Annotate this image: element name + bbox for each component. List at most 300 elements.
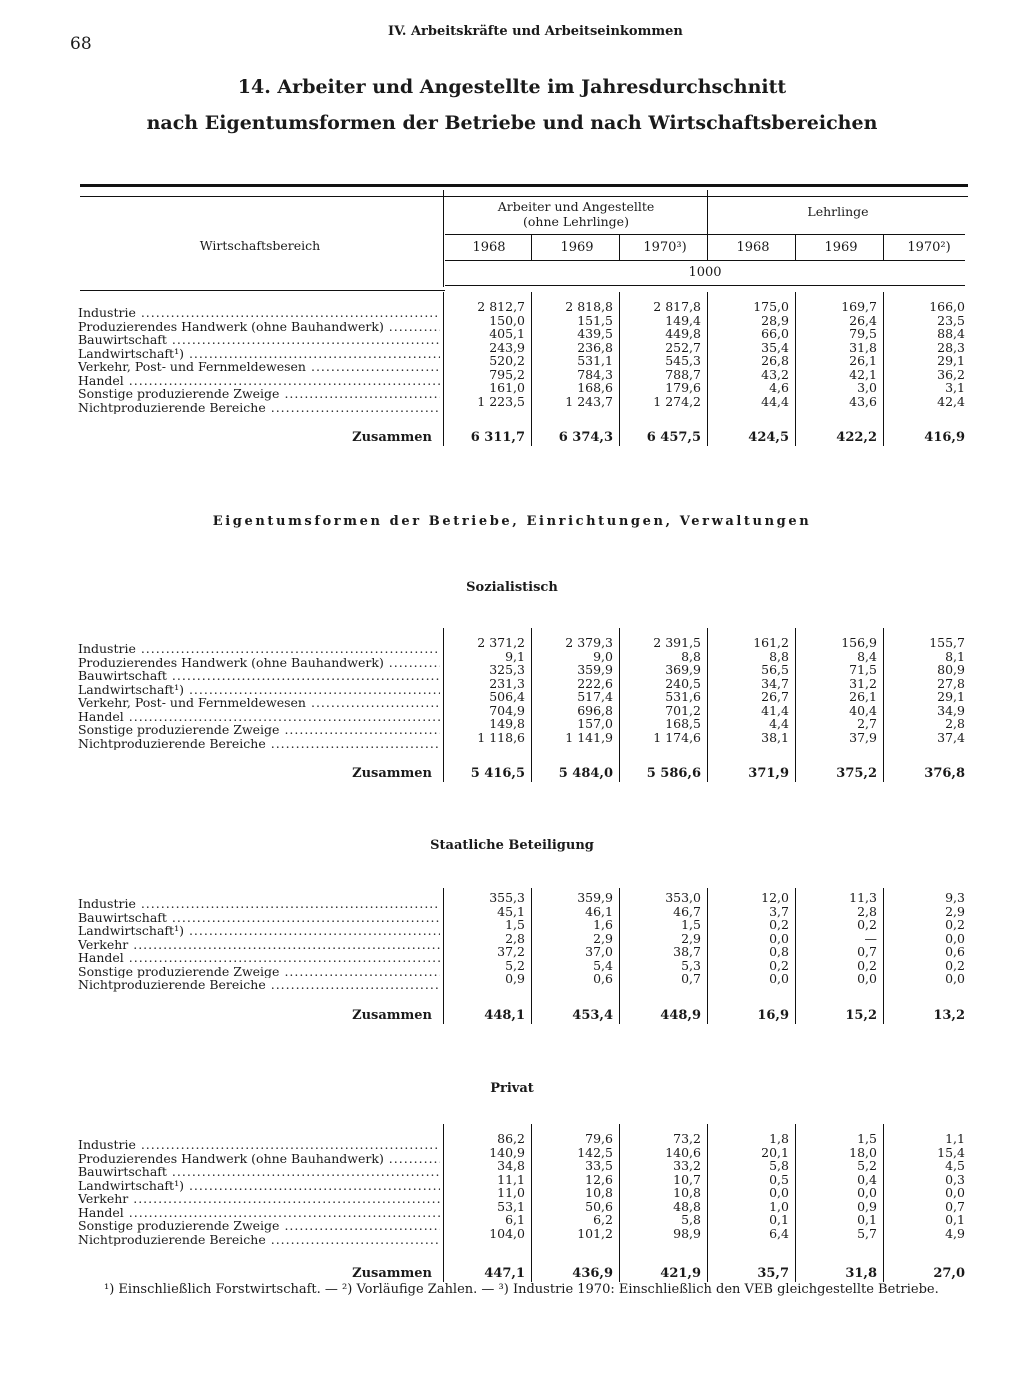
cell-value: 26,8 [761, 353, 789, 368]
column-rule [531, 292, 532, 446]
row-label: Landwirtschaft¹) ..... [78, 683, 440, 697]
row-label: Bauwirtschaft ..... [78, 1165, 440, 1179]
year-header: 1970²) [907, 240, 951, 255]
cell-value: 545,3 [665, 353, 701, 368]
cell-value: 0,0 [945, 971, 965, 986]
cell-value: 784,3 [577, 366, 613, 382]
cell-value: 231,3 [489, 675, 525, 691]
column-rule [707, 628, 708, 782]
year-header: 1970³) [643, 240, 687, 255]
column-rule [883, 628, 884, 782]
cell-value: 37,4 [937, 729, 965, 745]
cell-value: 0,0 [769, 971, 789, 986]
total-label: Zusammen [352, 1008, 432, 1023]
value-column [437, 891, 525, 986]
cell-value: 0,2 [945, 917, 965, 932]
column-rule [619, 628, 620, 782]
cell-value: 28,3 [937, 339, 965, 355]
cell-value: 449,8 [665, 326, 701, 341]
row-label: Landwirtschaft¹) ..... [78, 1179, 440, 1193]
value-column [877, 636, 965, 744]
header-rule-bottom [445, 285, 965, 286]
cell-value: 35,4 [761, 339, 789, 355]
value-column [789, 1132, 877, 1240]
cell-value: 31,2 [849, 675, 877, 691]
cell-value: 151,5 [577, 312, 613, 328]
cell-value: 795,2 [489, 366, 525, 382]
cell-value: 27,8 [937, 675, 965, 691]
cell-value: 0,3 [945, 1171, 965, 1187]
cell-value: 0,1 [769, 1212, 789, 1227]
cell-value: 34,8 [497, 1158, 525, 1173]
value-column [613, 891, 701, 986]
cell-value: 506,4 [489, 689, 525, 704]
year-header: 1969 [560, 240, 594, 255]
column-rule [443, 888, 444, 1024]
cell-value: 168,6 [577, 380, 613, 395]
cell-value: 252,7 [665, 339, 701, 355]
cell-value: 45,1 [497, 903, 525, 919]
cell-value: 53,1 [497, 1198, 525, 1214]
cell-value: 1,8 [769, 1131, 789, 1146]
cell-value: 37,2 [497, 944, 525, 959]
cell-value: 38,7 [673, 944, 701, 959]
cell-value: 1,6 [593, 917, 613, 932]
cell-value: 1 223,5 [477, 393, 525, 409]
cell-value: 6,1 [505, 1212, 525, 1227]
cell-value: 43,2 [761, 366, 789, 382]
page-number: 68 [70, 34, 92, 54]
row-labels [78, 897, 440, 992]
total-value: 13,2 [933, 1008, 965, 1023]
row-label: Nichtproduzierende Bereiche ..... [78, 1233, 440, 1247]
cell-value: 11,1 [497, 1171, 525, 1187]
year-header: 1969 [824, 240, 858, 255]
cell-value: 0,7 [945, 1198, 965, 1214]
section-title-staatliche-beteiligung: Staatliche Beteiligung [430, 838, 594, 853]
group-header-workers [445, 199, 707, 229]
section-title-sozialistisch: Sozialistisch [466, 580, 558, 595]
cell-value: 38,1 [761, 729, 789, 745]
cell-value: 15,4 [937, 1144, 965, 1160]
value-column [877, 891, 965, 986]
cell-value: 0,1 [857, 1212, 877, 1227]
value-column [701, 891, 789, 986]
cell-value: 86,2 [497, 1131, 525, 1146]
cell-value: 9,1 [505, 648, 525, 664]
cell-value: 29,1 [937, 689, 965, 704]
cell-value: 0,9 [505, 971, 525, 986]
total-value: 422,2 [836, 430, 877, 445]
column-rule [707, 1124, 708, 1282]
row-label: Produzierendes Handwerk (ohne Bauhandwerk) ..... [78, 320, 440, 334]
cell-value: 0,0 [769, 930, 789, 946]
cell-value: 12,0 [761, 890, 789, 905]
row-label: Sonstige produzierende Zweige ..... [78, 1219, 440, 1233]
cell-value: 5,3 [681, 957, 701, 973]
row-label: Produzierendes Handwerk (ohne Bauhandwerk) ..... [78, 656, 440, 670]
cell-value: 11,0 [497, 1185, 525, 1200]
value-column [525, 300, 613, 408]
cell-value: 50,6 [585, 1198, 613, 1214]
row-label: Bauwirtschaft ..... [78, 911, 440, 925]
column-rule [883, 888, 884, 1024]
value-column [437, 300, 525, 408]
total-value: 375,2 [836, 766, 877, 781]
unit-label: 1000 [688, 265, 722, 280]
column-rule [443, 1124, 444, 1282]
cell-value: 142,5 [577, 1144, 613, 1160]
cell-value: 325,3 [489, 662, 525, 677]
cell-value: 2,8 [857, 903, 877, 919]
cell-value: 46,7 [673, 903, 701, 919]
cell-value: 29,1 [937, 353, 965, 368]
value-column [525, 891, 613, 986]
header-rule-unit [445, 260, 965, 261]
cell-value: 10,7 [673, 1171, 701, 1187]
cell-value: 236,8 [577, 339, 613, 355]
cell-value: 88,4 [937, 326, 965, 341]
cell-value: 175,0 [753, 299, 789, 314]
row-label: Industrie ..... [78, 306, 440, 320]
cell-value: 2 391,5 [653, 635, 701, 650]
cell-value: 0,4 [857, 1171, 877, 1187]
cell-value: 140,9 [489, 1144, 525, 1160]
cell-value: 3,1 [945, 380, 965, 395]
total-value: 453,4 [572, 1008, 613, 1023]
column-rule [619, 292, 620, 446]
cell-value: 517,4 [577, 689, 613, 704]
value-column [613, 300, 701, 408]
column-rule [795, 1124, 796, 1282]
cell-value: 2 818,8 [565, 299, 613, 314]
value-column [701, 300, 789, 408]
cell-value: 0,2 [857, 957, 877, 973]
cell-value: 3,0 [857, 380, 877, 395]
cell-value: 10,8 [673, 1185, 701, 1200]
total-value: 376,8 [924, 766, 965, 781]
year-header: 1968 [736, 240, 770, 255]
total-value: 27,0 [933, 1266, 965, 1281]
total-value: 371,9 [748, 766, 789, 781]
row-label: Nichtproduzierende Bereiche ..... [78, 401, 440, 415]
cell-value: 359,9 [577, 890, 613, 905]
chapter-heading: IV. Arbeitskräfte und Arbeitseinkommen [388, 24, 683, 39]
header-vline-0 [443, 190, 444, 287]
cell-value: 0,2 [945, 957, 965, 973]
cell-value: 4,4 [769, 716, 789, 731]
row-label: Handel ..... [78, 951, 440, 965]
row-label: Sonstige produzierende Zweige ..... [78, 387, 440, 401]
cell-value: 4,6 [769, 380, 789, 395]
cell-value: 6,4 [769, 1225, 789, 1241]
row-label: Verkehr ..... [78, 938, 440, 952]
cell-value: 2,9 [945, 903, 965, 919]
cell-value: 0,7 [681, 971, 701, 986]
cell-value: 156,9 [841, 635, 877, 650]
row-label-header: Wirtschaftsbereich [199, 238, 321, 253]
cell-value: 44,4 [761, 393, 789, 409]
cell-value: 42,4 [937, 393, 965, 409]
total-label: Zusammen [352, 766, 432, 781]
total-value: 35,7 [757, 1266, 789, 1281]
cell-value: 26,1 [849, 353, 877, 368]
column-rule [883, 292, 884, 446]
cell-value: 1 118,6 [477, 729, 525, 745]
cell-value: 6,2 [593, 1212, 613, 1227]
row-label: Handel ..... [78, 710, 440, 724]
cell-value: 0,0 [857, 971, 877, 986]
value-column [789, 636, 877, 744]
cell-value: 157,0 [577, 716, 613, 731]
cell-value: 696,8 [577, 702, 613, 718]
cell-value: 4,9 [945, 1225, 965, 1241]
cell-value: 71,5 [849, 662, 877, 677]
row-label: Sonstige produzierende Zweige ..... [78, 965, 440, 979]
cell-value: 0,0 [945, 930, 965, 946]
value-column [877, 1132, 965, 1240]
cell-value: — [864, 930, 877, 946]
row-label: Bauwirtschaft ..... [78, 333, 440, 347]
value-column [613, 1132, 701, 1240]
total-value: 16,9 [757, 1008, 789, 1023]
cell-value: 149,8 [489, 716, 525, 731]
cell-value: 1,1 [945, 1131, 965, 1146]
group-header-workers-line2: (ohne Lehrlinge) [523, 214, 629, 229]
cell-value: 9,3 [945, 890, 965, 905]
cell-value: 2,8 [945, 716, 965, 731]
cell-value: 1,5 [681, 917, 701, 932]
cell-value: 11,3 [849, 890, 877, 905]
column-rule [795, 628, 796, 782]
cell-value: 5,8 [681, 1212, 701, 1227]
cell-value: 5,7 [857, 1225, 877, 1241]
value-column [701, 636, 789, 744]
year-header: 1968 [472, 240, 506, 255]
column-rule [707, 292, 708, 446]
cell-value: 531,1 [577, 353, 613, 368]
total-value: 436,9 [572, 1266, 613, 1281]
value-column [525, 636, 613, 744]
cell-value: 34,9 [937, 702, 965, 718]
cell-value: 0,5 [769, 1171, 789, 1187]
cell-value: 1 243,7 [565, 393, 613, 409]
cell-value: 80,9 [937, 662, 965, 677]
cell-value: 5,8 [769, 1158, 789, 1173]
row-label: Nichtproduzierende Bereiche ..... [78, 737, 440, 751]
cell-value: 28,9 [761, 312, 789, 328]
cell-value: 0,7 [857, 944, 877, 959]
header-rule-left [80, 290, 445, 291]
cell-value: 1,0 [769, 1198, 789, 1214]
cell-value: 42,1 [849, 366, 877, 382]
cell-value: 33,5 [585, 1158, 613, 1173]
footnotes: ¹) Einschließlich Forstwirtschaft. — ²) Vorläufige Zahlen. — ³) Industrie 1970: Einschließlich den VEB gleichgestellte Betriebe. [104, 1282, 939, 1297]
cell-value: 2,9 [593, 930, 613, 946]
cell-value: 26,7 [761, 689, 789, 704]
column-rule [443, 628, 444, 782]
row-label: Industrie ..... [78, 1138, 440, 1152]
table-top-rule [80, 184, 968, 187]
cell-value: 26,1 [849, 689, 877, 704]
row-label: Verkehr, Post- und Fernmeldewesen ..... [78, 360, 440, 374]
cell-value: 179,6 [665, 380, 701, 395]
row-label: Landwirtschaft¹) ..... [78, 347, 440, 361]
row-labels [78, 642, 440, 750]
cell-value: 26,4 [849, 312, 877, 328]
total-value: 448,1 [484, 1008, 525, 1023]
column-rule [883, 1124, 884, 1282]
column-rule [531, 888, 532, 1024]
cell-value: 79,6 [585, 1131, 613, 1146]
cell-value: 2 371,2 [477, 635, 525, 650]
total-value: 5 484,0 [558, 766, 613, 781]
column-rule [619, 888, 620, 1024]
cell-value: 169,7 [841, 299, 877, 314]
column-rule [795, 888, 796, 1024]
cell-value: 369,9 [665, 662, 701, 677]
total-value: 6 457,5 [646, 430, 701, 445]
column-rule [443, 292, 444, 446]
cell-value: 2,8 [505, 930, 525, 946]
row-label: Verkehr ..... [78, 1192, 440, 1206]
total-value: 421,9 [660, 1266, 701, 1281]
cell-value: 243,9 [489, 339, 525, 355]
cell-value: 12,6 [585, 1171, 613, 1187]
row-label: Landwirtschaft¹) ..... [78, 924, 440, 938]
ownership-section-heading: Eigentumsformen der Betriebe, Einrichtungen, Verwaltungen [212, 514, 812, 529]
value-column [789, 891, 877, 986]
cell-value: 37,0 [585, 944, 613, 959]
column-rule [619, 1124, 620, 1282]
row-labels [78, 1138, 440, 1246]
cell-value: 43,6 [849, 393, 877, 409]
total-value: 6 374,3 [558, 430, 613, 445]
section-title-privat: Privat [490, 1081, 534, 1096]
row-label: Produzierendes Handwerk (ohne Bauhandwerk) ..... [78, 1152, 440, 1166]
cell-value: 3,7 [769, 903, 789, 919]
cell-value: 149,4 [665, 312, 701, 328]
value-column [613, 636, 701, 744]
total-value: 447,1 [484, 1266, 525, 1281]
cell-value: 8,8 [769, 648, 789, 664]
cell-value: 8,1 [945, 648, 965, 664]
cell-value: 1,5 [857, 1131, 877, 1146]
total-label: Zusammen [352, 430, 432, 445]
cell-value: 8,8 [681, 648, 701, 664]
cell-value: 48,8 [673, 1198, 701, 1214]
cell-value: 0,6 [593, 971, 613, 986]
cell-value: 101,2 [577, 1225, 613, 1241]
cell-value: 10,8 [585, 1185, 613, 1200]
table-title: 14. Arbeiter und Angestellte im Jahresdurchschnitt [237, 76, 787, 98]
cell-value: 1 174,6 [653, 729, 701, 745]
header-rule-years [445, 234, 965, 235]
cell-value: 405,1 [489, 326, 525, 341]
cell-value: 8,4 [857, 648, 877, 664]
cell-value: 4,5 [945, 1158, 965, 1173]
cell-value: 9,0 [593, 648, 613, 664]
cell-value: 0,0 [857, 1185, 877, 1200]
cell-value: 98,9 [673, 1225, 701, 1241]
cell-value: 2 817,8 [653, 299, 701, 314]
cell-value: 222,6 [577, 675, 613, 691]
cell-value: 5,2 [505, 957, 525, 973]
cell-value: 5,2 [857, 1158, 877, 1173]
cell-value: 439,5 [577, 326, 613, 341]
table-subtitle: nach Eigentumsformen der Betriebe und nach Wirtschaftsbereichen [146, 112, 878, 134]
cell-value: 104,0 [489, 1225, 525, 1241]
cell-value: 41,4 [761, 702, 789, 718]
group-header-apprentices: Lehrlinge [807, 204, 869, 219]
total-value: 448,9 [660, 1008, 701, 1023]
cell-value: 150,0 [489, 312, 525, 328]
cell-value: 2,7 [857, 716, 877, 731]
row-label: Bauwirtschaft ..... [78, 669, 440, 683]
total-value: 6 311,7 [470, 430, 525, 445]
cell-value: 704,9 [489, 702, 525, 718]
value-column [877, 300, 965, 408]
total-value: 416,9 [924, 430, 965, 445]
total-value: 5 416,5 [470, 766, 525, 781]
cell-value: 20,1 [761, 1144, 789, 1160]
cell-value: 40,4 [849, 702, 877, 718]
row-labels [78, 306, 440, 414]
total-value: 5 586,6 [646, 766, 701, 781]
cell-value: 0,2 [857, 917, 877, 932]
cell-value: 31,8 [849, 339, 877, 355]
cell-value: 353,0 [665, 890, 701, 905]
cell-value: 1 274,2 [653, 393, 701, 409]
column-rule [531, 628, 532, 782]
row-label: Verkehr, Post- und Fernmeldewesen ..... [78, 696, 440, 710]
cell-value: 46,1 [585, 903, 613, 919]
cell-value: 140,6 [665, 1144, 701, 1160]
cell-value: 23,5 [937, 312, 965, 328]
cell-value: 2 379,3 [565, 635, 613, 650]
cell-value: 66,0 [761, 326, 789, 341]
total-value: 424,5 [748, 430, 789, 445]
cell-value: 531,6 [665, 689, 701, 704]
cell-value: 73,2 [673, 1131, 701, 1146]
cell-value: 2,9 [681, 930, 701, 946]
cell-value: 34,7 [761, 675, 789, 691]
cell-value: 0,6 [945, 944, 965, 959]
cell-value: 56,5 [761, 662, 789, 677]
cell-value: 0,2 [769, 917, 789, 932]
cell-value: 79,5 [849, 326, 877, 341]
cell-value: 1,5 [505, 917, 525, 932]
cell-value: 161,0 [489, 380, 525, 395]
cell-value: 168,5 [665, 716, 701, 731]
group-header-workers-line1: Arbeiter und Angestellte [497, 199, 655, 214]
total-value: 15,2 [845, 1008, 877, 1023]
cell-value: 788,7 [665, 366, 701, 382]
column-rule [795, 292, 796, 446]
cell-value: 0,2 [769, 957, 789, 973]
cell-value: 36,2 [937, 366, 965, 382]
column-rule [707, 888, 708, 1024]
cell-value: 355,3 [489, 890, 525, 905]
value-column [525, 1132, 613, 1240]
cell-value: 18,0 [849, 1144, 877, 1160]
total-label: Zusammen [352, 1266, 432, 1281]
cell-value: 166,0 [929, 299, 965, 314]
value-column [437, 636, 525, 744]
value-column [437, 1132, 525, 1240]
cell-value: 359,9 [577, 662, 613, 677]
table-top-rule-thin [80, 196, 968, 197]
